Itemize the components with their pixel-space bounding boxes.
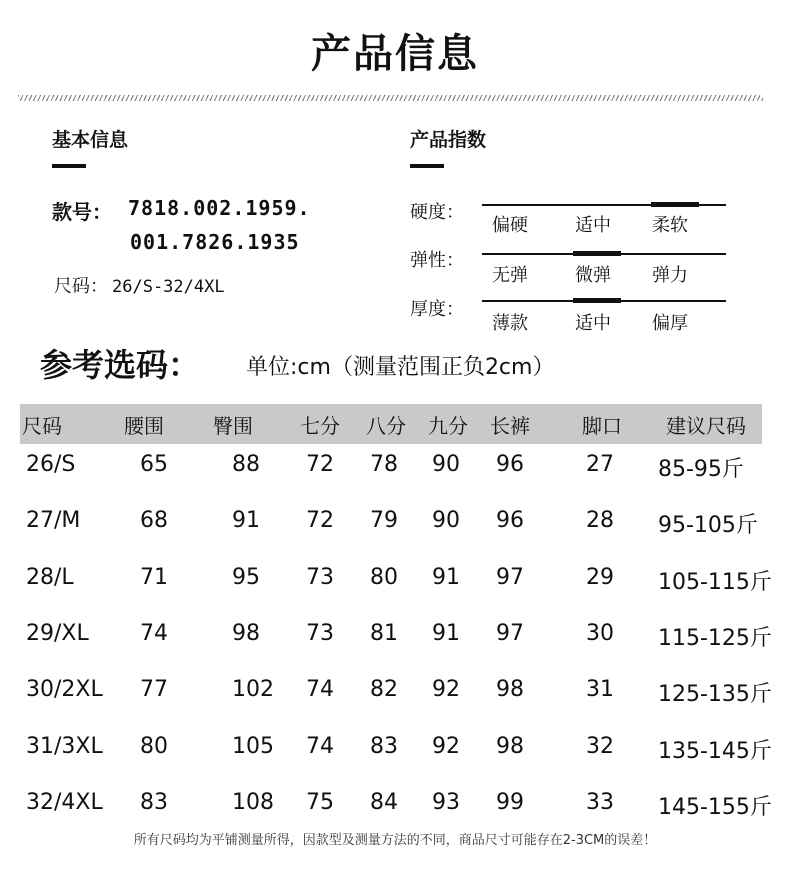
size-label: 尺码： <box>54 276 108 297</box>
reference-sizing-title: 参考选码： <box>40 346 201 384</box>
cell-cropped-8: 79 <box>370 508 398 533</box>
cell-full-length: 99 <box>496 790 524 815</box>
cell-cropped-8: 83 <box>370 734 398 759</box>
product-index-underline <box>410 164 444 168</box>
cell-hip: 95 <box>232 565 260 590</box>
elasticity-option: 微弹 <box>575 265 611 286</box>
cell-cropped-7: 74 <box>306 734 334 759</box>
thickness-option: 偏厚 <box>652 313 688 334</box>
basic-info-underline <box>52 164 86 168</box>
thickness-option: 适中 <box>575 313 611 334</box>
column-header: 八分 <box>366 414 406 438</box>
cell-hip: 91 <box>232 508 260 533</box>
cell-hip: 108 <box>232 790 274 815</box>
cell-cropped-9: 92 <box>432 734 460 759</box>
hardness-selected-marker <box>651 202 699 207</box>
thickness-label: 厚度： <box>410 299 464 320</box>
cell-full-length: 96 <box>496 508 524 533</box>
cell-cropped-7: 72 <box>306 452 334 477</box>
model-label: 款号： <box>52 200 112 224</box>
column-header: 脚口 <box>582 414 622 438</box>
cell-hem: 27 <box>586 452 614 477</box>
cell-cropped-7: 74 <box>306 677 334 702</box>
elasticity-label: 弹性： <box>410 250 464 271</box>
model-number-line1: 7818.002.1959. <box>128 196 311 220</box>
cell-waist: 71 <box>140 565 168 590</box>
cell-cropped-9: 90 <box>432 452 460 477</box>
cell-hem: 31 <box>586 677 614 702</box>
cell-size: 26/S <box>26 452 76 477</box>
cell-size: 31/3XL <box>26 734 103 759</box>
cell-size: 29/XL <box>26 621 89 646</box>
cell-cropped-7: 73 <box>306 565 334 590</box>
cell-recommended-weight: 135-145斤 <box>658 739 772 764</box>
cell-cropped-7: 72 <box>306 508 334 533</box>
cell-waist: 65 <box>140 452 168 477</box>
column-header: 臀围 <box>213 414 253 438</box>
cell-cropped-7: 73 <box>306 621 334 646</box>
cell-recommended-weight: 145-155斤 <box>658 795 772 820</box>
elasticity-option: 无弹 <box>492 265 528 286</box>
cell-full-length: 97 <box>496 621 524 646</box>
hatch-divider <box>18 95 763 101</box>
column-header: 九分 <box>428 414 468 438</box>
cell-hem: 29 <box>586 565 614 590</box>
column-header: 长裤 <box>490 414 530 438</box>
column-header: 腰围 <box>124 414 164 438</box>
cell-hem: 33 <box>586 790 614 815</box>
cell-recommended-weight: 125-135斤 <box>658 682 772 707</box>
cell-hip: 98 <box>232 621 260 646</box>
size-range <box>54 272 225 298</box>
cell-full-length: 98 <box>496 734 524 759</box>
hardness-label: 硬度： <box>410 202 464 223</box>
cell-hip: 102 <box>232 677 274 702</box>
cell-full-length: 98 <box>496 677 524 702</box>
cell-hem: 32 <box>586 734 614 759</box>
cell-waist: 74 <box>140 621 168 646</box>
cell-waist: 83 <box>140 790 168 815</box>
cell-cropped-9: 90 <box>432 508 460 533</box>
cell-cropped-8: 82 <box>370 677 398 702</box>
cell-hem: 30 <box>586 621 614 646</box>
cell-size: 32/4XL <box>26 790 103 815</box>
page-title: 产品信息 <box>311 31 479 77</box>
hardness-option: 柔软 <box>652 215 688 236</box>
cell-recommended-weight: 115-125斤 <box>658 626 772 651</box>
cell-size: 30/2XL <box>26 677 103 702</box>
cell-waist: 80 <box>140 734 168 759</box>
hardness-option: 偏硬 <box>492 215 528 236</box>
cell-cropped-9: 91 <box>432 565 460 590</box>
cell-hip: 88 <box>232 452 260 477</box>
model-number-line2: 001.7826.1935 <box>130 230 300 254</box>
cell-waist: 68 <box>140 508 168 533</box>
cell-cropped-8: 84 <box>370 790 398 815</box>
column-header: 尺码 <box>22 414 62 438</box>
cell-cropped-9: 93 <box>432 790 460 815</box>
size-value: 26/S-32/4XL <box>112 277 225 297</box>
basic-info-heading: 基本信息 <box>52 129 129 151</box>
elasticity-option: 弹力 <box>652 265 688 286</box>
cell-cropped-9: 91 <box>432 621 460 646</box>
measurement-disclaimer: 所有尺码均为平铺测量所得，因款型及测量方法的不同，商品尺寸可能存在2-3CM的误差！ <box>133 833 657 848</box>
cell-full-length: 97 <box>496 565 524 590</box>
cell-cropped-8: 78 <box>370 452 398 477</box>
product-index-heading: 产品指数 <box>410 129 487 151</box>
hardness-option: 适中 <box>575 215 611 236</box>
cell-recommended-weight: 85-95斤 <box>658 457 744 482</box>
cell-hip: 105 <box>232 734 274 759</box>
thickness-option: 薄款 <box>492 313 528 334</box>
thickness-selected-marker <box>573 298 621 303</box>
cell-recommended-weight: 105-115斤 <box>658 570 772 595</box>
cell-recommended-weight: 95-105斤 <box>658 513 758 538</box>
cell-cropped-8: 80 <box>370 565 398 590</box>
unit-note: 单位:cm（测量范围正负2cm） <box>246 355 555 380</box>
cell-cropped-9: 92 <box>432 677 460 702</box>
cell-waist: 77 <box>140 677 168 702</box>
column-header: 七分 <box>300 414 340 438</box>
cell-size: 28/L <box>26 565 74 590</box>
cell-cropped-7: 75 <box>306 790 334 815</box>
elasticity-selected-marker <box>573 251 621 256</box>
column-header: 建议尺码 <box>666 414 746 438</box>
cell-full-length: 96 <box>496 452 524 477</box>
cell-cropped-8: 81 <box>370 621 398 646</box>
cell-hem: 28 <box>586 508 614 533</box>
cell-size: 27/M <box>26 508 81 533</box>
